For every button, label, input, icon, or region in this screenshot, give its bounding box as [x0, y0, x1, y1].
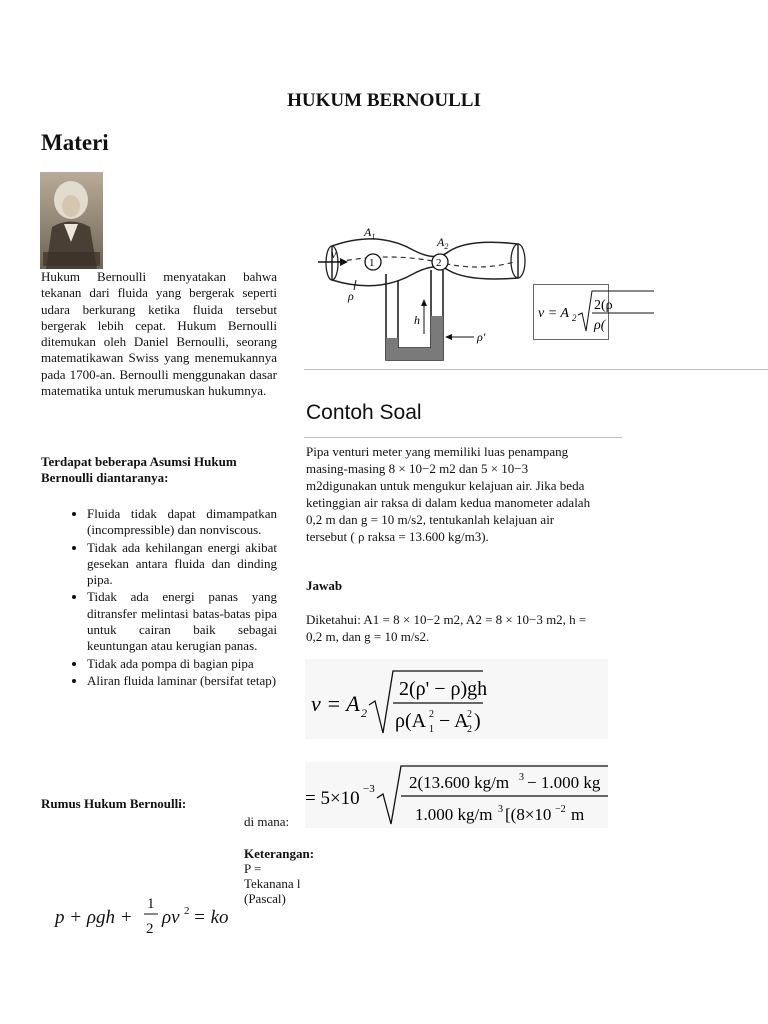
diagram-equation-box — [533, 284, 613, 340]
svg-text:2(ρ: 2(ρ — [594, 298, 613, 313]
bernoulli-formula — [55, 890, 230, 940]
asumsi-list — [41, 506, 277, 690]
svg-text:v = A: v = A — [538, 306, 569, 321]
label-rho-prime: ρ' — [477, 330, 486, 344]
svg-text:m: m — [571, 805, 585, 824]
list-item: • Tidak ada energi panas yang ditransfer melintasi batas-batas pipa untuk cairan baik sebagai keuntungan atau kerugian panas. — [87, 589, 277, 654]
list-item: • Tidak ada pompa di bagian pipa — [87, 656, 277, 672]
svg-text:2: 2 — [467, 709, 472, 720]
svg-text:3: 3 — [519, 772, 524, 783]
label-rho: ρ — [348, 289, 354, 303]
label-point-2: 2 — [436, 257, 442, 269]
svg-text:2: 2 — [467, 724, 472, 735]
label-h: h — [414, 313, 420, 327]
list-item: • Fluida tidak dapat dimampatkan (incompressible) dan nonviscous. — [87, 506, 277, 539]
svg-text:2: 2 — [184, 905, 190, 917]
svg-text:2: 2 — [572, 313, 577, 323]
svg-text:= ko: = ko — [193, 907, 229, 928]
materi-paragraph: Hukum Bernoulli menyatakan bahwa tekanan dari fluida yang bergerak seperti udara berkurang ketika fluida tersebut bergerak lebih cepat. Hukum Bernoulli ditemukan oleh Daniel Bernoulli, seorang matematikawan Swiss yang menemukannya pada 1700-an. Bernoulli menggunakan dasar matematika untuk merumuskan hukumnya. — [41, 269, 277, 399]
svg-text:ρv: ρv — [162, 907, 180, 928]
svg-text:= 5×10: = 5×10 — [305, 788, 360, 809]
svg-text:−3: −3 — [363, 783, 375, 795]
svg-text:2: 2 — [146, 921, 154, 937]
diketahui-text: Diketahui: A1 = 8 × 10−2 m2, A2 = 8 × 10−3 m2, h = 0,2 m, dan g = 10 m/s2. — [306, 612, 587, 644]
svg-text:1.000 kg/m: 1.000 kg/m — [415, 805, 493, 824]
svg-text:1: 1 — [147, 896, 155, 912]
keterangan-heading: Keterangan: — [244, 846, 315, 861]
velocity-equation — [305, 659, 608, 739]
divider — [304, 437, 622, 438]
svg-text:−2: −2 — [555, 804, 566, 815]
materi-heading: Materi — [41, 130, 109, 155]
soal-text: Pipa venturi meter yang memiliki luas penampang masing-masing 8 × 10−2 m2 dan 5 × 10−3 m2digunakan untuk mengukur kelajuan air. Jika beda ketinggian air raksa di dalam kedua manometer adalah 0,2 m dan g = 10 m/s2, tentukanlah kelajuan air tersebut ( ρ raksa = 13.600 kg/m3). — [306, 444, 591, 544]
svg-text:): ) — [474, 710, 481, 732]
contoh-soal-heading: Contoh Soal — [306, 401, 422, 424]
keterangan — [244, 846, 315, 906]
venturi-diagram — [318, 222, 528, 370]
svg-text:p + ρgh +: p + ρgh + — [55, 907, 133, 928]
dimana-label: di mana: — [244, 814, 290, 829]
svg-text:ρ(: ρ( — [594, 318, 606, 333]
svg-text:1: 1 — [429, 724, 434, 735]
svg-text:3: 3 — [498, 804, 503, 815]
substitution-equation — [305, 762, 608, 828]
asumsi-heading: Terdapat beberapa Asumsi Hukum Bernoulli diantaranya: — [41, 454, 237, 485]
svg-text:v = A: v = A — [311, 691, 360, 716]
divider — [304, 369, 768, 370]
list-item: • Aliran fluida laminar (bersifat tetap) — [87, 673, 277, 689]
rumus-heading: Rumus Hukum Bernoulli: — [41, 796, 187, 811]
label-a1: $A_1$ — [364, 225, 376, 241]
list-item: • Tidak ada kehilangan energi akibat gesekan antara fluida dan dinding pipa. — [87, 540, 277, 589]
svg-text:2(ρ' − ρ)gh: 2(ρ' − ρ)gh — [399, 678, 488, 700]
label-point-1: 1 — [369, 257, 375, 269]
svg-text:− 1.000 kg: − 1.000 kg — [527, 773, 601, 792]
svg-text:2: 2 — [429, 709, 434, 720]
keterangan-text: P = Tekanana l (Pascal) — [244, 861, 301, 906]
svg-text:[(8×10: [(8×10 — [505, 805, 552, 824]
svg-text:− A: − A — [439, 710, 469, 732]
svg-text:2: 2 — [361, 706, 367, 720]
label-a2: $A_2$ — [437, 235, 449, 251]
page-title: HUKUM BERNOULLI — [287, 90, 481, 111]
svg-text:2(13.600 kg/m: 2(13.600 kg/m — [409, 773, 510, 792]
label-v: v — [331, 247, 337, 261]
jawab-heading: Jawab — [306, 578, 343, 593]
bernoulli-portrait — [40, 172, 103, 269]
svg-text:ρ(A: ρ(A — [395, 710, 427, 732]
